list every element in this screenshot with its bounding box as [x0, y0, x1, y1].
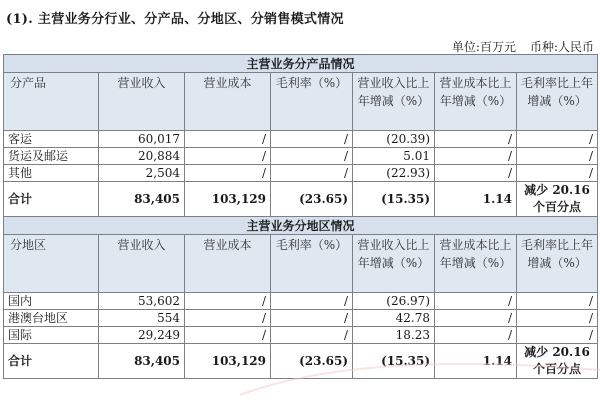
- total-revenue-change: (15.35): [353, 182, 435, 217]
- header-cell: 营业成本比上年增减（%）: [435, 235, 517, 293]
- margin-change-cell: /: [517, 327, 598, 344]
- total-revenue-change: (15.35): [353, 344, 435, 379]
- margin-change-cell: /: [517, 310, 598, 327]
- header-cell: 营业收入: [99, 73, 185, 131]
- revenue-change-cell: (26.97): [353, 293, 435, 310]
- table-row: [4, 148, 598, 165]
- table-row: [4, 165, 598, 182]
- total-margin-change: 减少 20.16 个百分点: [517, 344, 598, 379]
- revenue-cell: 20,884: [99, 148, 185, 165]
- total-label: 合计: [4, 344, 99, 379]
- total-margin: (23.65): [271, 182, 353, 217]
- amount-unit: 单位:百万元: [451, 40, 516, 54]
- header-cell: 营业成本: [185, 73, 271, 131]
- product-header-row: [4, 73, 598, 131]
- header-cell: 毛利率比上年增减（%）: [517, 235, 598, 293]
- total-cost: 103,129: [185, 344, 271, 379]
- revenue-cell: 554: [99, 310, 185, 327]
- cost-change-cell: /: [435, 327, 517, 344]
- margin-cell: /: [271, 293, 353, 310]
- header-cell: 营业成本比上年增减（%）: [435, 73, 517, 131]
- cost-cell: /: [185, 148, 271, 165]
- region-total-row: [4, 344, 598, 379]
- table-row: [4, 293, 598, 310]
- region-header-row: [4, 235, 598, 293]
- product-total-row: [4, 182, 598, 217]
- total-revenue: 83,405: [99, 182, 185, 217]
- header-cell: 毛利率比上年增减（%）: [517, 73, 598, 131]
- revenue-cell: 60,017: [99, 131, 185, 148]
- total-margin: (23.65): [271, 344, 353, 379]
- revenue-change-cell: (20.39): [353, 131, 435, 148]
- margin-change-cell: /: [517, 131, 598, 148]
- revenue-change-cell: (22.93): [353, 165, 435, 182]
- total-margin-change: 减少 20.16 个百分点: [517, 182, 598, 217]
- section-heading: (1). 主营业务分行业、分产品、分地区、分销售模式情况: [6, 12, 344, 27]
- cost-cell: /: [185, 327, 271, 344]
- cost-change-cell: /: [435, 293, 517, 310]
- cost-cell: /: [185, 310, 271, 327]
- unit-note: [438, 38, 594, 55]
- row-label: 国际: [4, 327, 99, 344]
- margin-change-cell: /: [517, 293, 598, 310]
- cost-change-cell: /: [435, 148, 517, 165]
- table-row: [4, 310, 598, 327]
- total-cost-change: 1.14: [435, 344, 517, 379]
- revenue-cell: 53,602: [99, 293, 185, 310]
- revenue-change-cell: 5.01: [353, 148, 435, 165]
- header-cell: 营业收入比上年增减（%）: [353, 235, 435, 293]
- cost-change-cell: /: [435, 165, 517, 182]
- row-label: 国内: [4, 293, 99, 310]
- row-label: 客运: [4, 131, 99, 148]
- product-section-title: 主营业务分产品情况: [4, 55, 598, 73]
- row-label: 货运及邮运: [4, 148, 99, 165]
- margin-cell: /: [271, 327, 353, 344]
- cost-cell: /: [185, 165, 271, 182]
- header-cell: 分地区: [4, 235, 99, 293]
- header-cell: 分产品: [4, 73, 99, 131]
- margin-cell: /: [271, 165, 353, 182]
- region-section-title: 主营业务分地区情况: [4, 217, 598, 235]
- cost-change-cell: /: [435, 310, 517, 327]
- region-section-title-row: [4, 217, 598, 235]
- margin-cell: /: [271, 148, 353, 165]
- total-cost-change: 1.14: [435, 182, 517, 217]
- cost-change-cell: /: [435, 131, 517, 148]
- margin-change-cell: /: [517, 148, 598, 165]
- row-label: 港澳台地区: [4, 310, 99, 327]
- header-cell: 营业收入比上年增减（%）: [353, 73, 435, 131]
- header-cell: 营业成本: [185, 235, 271, 293]
- revenue-change-cell: 42.78: [353, 310, 435, 327]
- margin-change-cell: /: [517, 165, 598, 182]
- currency-unit: 币种:人民币: [529, 40, 594, 54]
- table-row: [4, 327, 598, 344]
- row-label: 其他: [4, 165, 99, 182]
- revenue-cell: 29,249: [99, 327, 185, 344]
- revenue-change-cell: 18.23: [353, 327, 435, 344]
- table-row: [4, 131, 598, 148]
- total-cost: 103,129: [185, 182, 271, 217]
- header-cell: 营业收入: [99, 235, 185, 293]
- total-label: 合计: [4, 182, 99, 217]
- margin-cell: /: [271, 131, 353, 148]
- main-business-table: [3, 54, 598, 379]
- product-section-title-row: [4, 55, 598, 73]
- margin-cell: /: [271, 310, 353, 327]
- header-cell: 毛利率（%）: [271, 235, 353, 293]
- cost-cell: /: [185, 293, 271, 310]
- total-revenue: 83,405: [99, 344, 185, 379]
- revenue-cell: 2,504: [99, 165, 185, 182]
- cost-cell: /: [185, 131, 271, 148]
- header-cell: 毛利率（%）: [271, 73, 353, 131]
